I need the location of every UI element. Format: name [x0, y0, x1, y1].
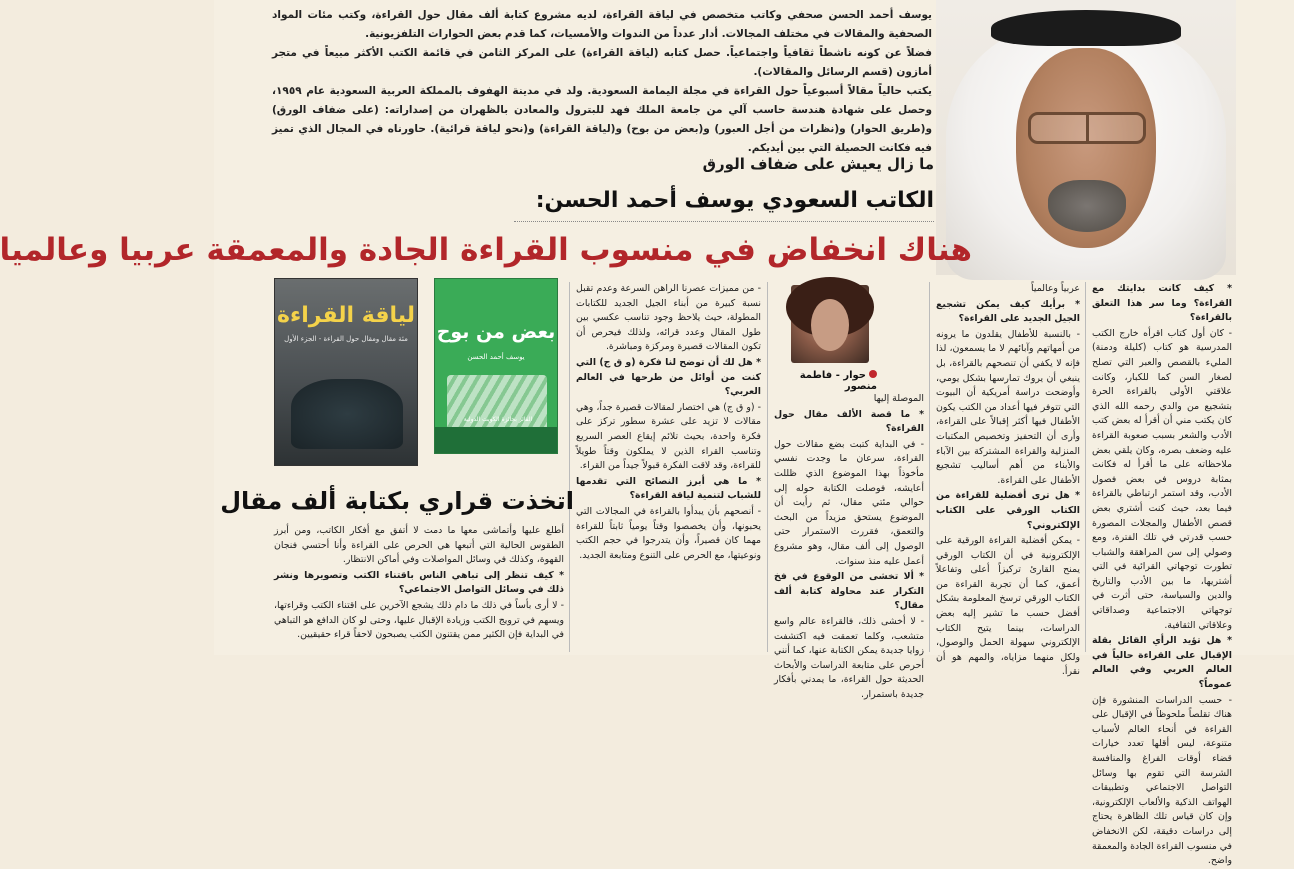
eyeglasses	[1028, 112, 1146, 144]
question: * ألا تخشى من الوقوع في فخ التكرار عند محاولة كتابة ألف مقال؟	[774, 571, 924, 612]
answer: - (و ق ج) هي اختصار لمقالات قصيرة جداً، وهي مقالات لا تزيد على عشرة سطور تركز على فكرة واحدة، بحيث تلائم إيقاع العصر السريع وتناسب القراء الذين لا يملكون وقتاً طويلاً للقراءة، وقد لاقت الفكرة قبولاً جيداً من القراء.	[576, 401, 761, 472]
interviewer-byline	[777, 370, 877, 392]
bio-paragraph-1: يوسف أحمد الحسن صحفي وكاتب متخصص في لياقة القراءة، لديه مشروع كتابة ألف مقال حول القراءة، وكتب مئات المواد الصحفية والمقالات في مختلف المجالات. أدار عدداً من الندوات والأمسيات، كما قدم بعض الحوارات التلفزيونية.	[272, 9, 932, 40]
answer: - من مميزات عصرنا الراهن السرعة وعدم تقبل نسبة كبيرة من أبناء الجيل الجديد للكتابات المطولة، حيث يلاحظ وجود تناسب عكسي بين طول المقال وعدد قرائه، ولذلك فيحرص أن تكون المقالات قصيرة ومركزة ومباشرة.	[576, 283, 761, 353]
agal-band	[991, 10, 1181, 46]
column-divider	[929, 282, 930, 652]
book-title: بعض من بوح	[436, 321, 556, 343]
book-subtitle: مئة مقال ومقال حول القراءة - الجزء الأول	[284, 335, 408, 343]
book-bottom-band	[435, 427, 557, 453]
column-divider	[1085, 282, 1086, 652]
section-headline: اتخذت قراري بكتابة ألف مقال	[220, 487, 574, 515]
author-bio	[272, 6, 932, 156]
answer: - لا أرى بأساً في ذلك ما دام ذلك يشجع الآخرين على اقتناء الكتب وقراءتها، ويسهم في ترويج الكتب وزيادة الإقبال عليها، وحتى لو كان الدافع هو التباهي في البداية فإن الكثير ممن يقتنون الكتب يصبحون لاحقاً قراء حقيقيين.	[274, 599, 564, 641]
answer: - كان أول كتاب اقرأه خارج الكتب المدرسية هو كتاب (كليلة ودمنة) المليء بالقصص والعبر التي تصلح لصغار السن كما للكبار، وكانت علاقتي الأولى بالقراءة الحرة بتشجيع من والدي رحمه الله الذي كان يكتب مني أن أقرأ له بعض كتب الأدب والشعر بسبب صعوبة القراءة عليه وضعف بصره، وكان يلقي بعض ملاحظاته على ما أقرأ له فكانت بمثابة دروس في بعض فصول الأدب، وقد استمر ارتباطي بالقراءة فيما بعد، حيث كنت أشتري بعض قصص الأطفال والمجلات المصورة حسب قدرتي في تلك الفترة، ومع وصولي إلى سن المراهقة والشباب تطورت توجهاتي القرائية في التي أشتريها، ما بين الأدب والتاريخ والدين والسياسة، حتى أثرت في توجهاتي الاجتماعية وصداقاتي وعلاقاتي الثقافية.	[1092, 327, 1232, 631]
book-cover-reading-fitness	[274, 278, 418, 466]
question: * ما هي أبرز النصائح التي تقدمها للشباب لتنمية لياقة القراءة؟	[576, 475, 761, 502]
book-cover-some-confession	[434, 278, 558, 454]
question: * ما قصة الألف مقال حول القراءة؟	[774, 408, 924, 435]
interviewer-face	[811, 299, 849, 351]
question: * كيف كانت بدايتك مع القراءة؟ وما سر هذا التعلق بالقراءة؟	[1092, 283, 1232, 324]
article-column-4	[576, 282, 761, 652]
answer: - أنصحهم بأن يبدأوا بالقراءة في المجالات التي يحبونها، وأن يخصصوا وقتاً يومياً ثابتاً للقراءة مهما كان قصيراً، وأن يتدرجوا في حجم الكتب ونوعيتها، مع الحرص على التنوع ومتابعة الجديد.	[576, 505, 761, 561]
book-illustration	[291, 379, 403, 449]
interviewer-photo	[791, 285, 869, 363]
book-title: لياقة القراءة	[276, 303, 415, 328]
answer: - بالنسبة للأطفال يقلدون ما يرونه من أمهاتهم وآبائهم لا ما يسمعون، لذا فإنه لا يكفي أن تنصحهم بالقراءة، بل ينبغي أن يروك تمارسها بشكل يومي، وأوضحت دراسة أمريكية أن البيوت التي تتوفر فيها أعداد من الكتب يكون الأطفال فيها أكثر إقبالاً على القراءة، وأرى أن التحفيز وتخصيص المكتبات المنزلية والقراءة المشتركة بين الآباء والأبناء من أهم أساليب تشجيع الأطفال على القراءة.	[936, 328, 1080, 486]
column-divider	[569, 282, 570, 652]
continued-text: عربياً وعالمياً	[1031, 283, 1080, 294]
answer: - لا أخشى ذلك، فالقراءة عالم واسع متشعب، وكلما تعمقت فيه اكتشفت زوايا جديدة يمكن الكتابة عنها، كما أنني أحرص على متابعة الدراسات والأبحاث الحديثة حول القراءة، ما يمدني بأفكار جديدة باستمرار.	[774, 615, 924, 700]
answer: أطلع عليها وأتماشى معها ما دمت لا أتفق مع أفكار الكاتب، ومن أبرز الطقوس الحالية التي أتبعها هي الحرص على القراءة وأنا أحتسي فنجان القهوة، وكذلك في وسائل المواصلات وفي أماكن الانتظار.	[274, 525, 564, 566]
question: * برأيك كيف يمكن تشجيع الجيل الجديد على القراءة؟	[936, 298, 1080, 325]
byline-text: حوار - فاطمة منصور	[799, 370, 877, 392]
bio-paragraph-3: يكتب حالياً مقالاً أسبوعياً حول القراءة في مجلة اليمامة السعودية. ولد في مدينة الهفوف بالمملكة العربية السعودية عام ١٩٥٩، وحصل على شهادة هندسة حاسب آلي من جامعة الملك فهد للبترول والمعادن بالظهران من إصداراته: (على ضفاف الورق) و(طريق الحوار) و(نظرات من أجل العبور) و(بعض من بوح) و(لياقة القراءة) و(نحو لياقة قرائية). حاورناه في المجال الذي تميز فيه فكانت الحصيلة التي بين أيديكم.	[272, 85, 932, 154]
article-column-3	[774, 392, 924, 700]
author-portrait	[936, 0, 1236, 275]
red-dot-icon	[869, 370, 877, 378]
question: * هل لك أن توضح لنا فكرة (و ق ج) التي كنت من أوائل من طرحها في العالم العربي؟	[576, 356, 761, 398]
answer: - في البداية كتبت بضع مقالات حول القراءة، سرعان ما وجدت نفسي مأخوذاً بهذا الموضوع الذي ظللت أعايشه، فوصلت الكتابة حوله إلى حوالي مئتي مقال، ثم رأيت أن الموضوع يستحق مزيداً من البحث والتعمق، فقررت الاستمرار حتى الوصول إلى ألف مقال، وهو مشروع أعمل عليه منذ سنوات.	[774, 438, 924, 567]
article-column-2	[936, 282, 1080, 678]
question: * هل تؤيد الرأي القائل بقلة الإقبال على القراءة حالياً في العالم العربي وفي العالم عموماً؟	[1092, 635, 1232, 691]
column-divider	[767, 282, 768, 652]
question: * كيف تنظر إلى تباهي الناس باقتناء الكتب وتصويرها ونشر ذلك في وسائل التواصل الاجتماعي؟	[274, 569, 564, 596]
main-headline: هناك انخفاض في منسوب القراءة الجادة والمعمقة عربيا وعالميا	[0, 232, 972, 268]
article-column-5	[274, 524, 564, 652]
answer: - حسب الدراسات المنشورة فإن هناك تقلصاً ملحوظاً في الإقبال على القراءة في أنحاء العالم لأسباب متنوعة، ليس أقلها تعدد خيارات قضاء أوقات الفراغ والمنافسة الشرسة التي تقوم بها وسائل التواصل الاجتماعي وتطبيقات الهواتف الذكية والألعاب الإلكترونية، وإن كان قياس تلك الظاهرة يحتاج إلى دراسات دقيقة، لكن الانخفاض في منسوب القراءة الجادة والمعمقة واضح.	[1092, 694, 1232, 867]
continued-text: الموصلة إليها	[873, 393, 924, 404]
kicker-headline: ما زال يعيش على ضفاف الورق	[702, 155, 934, 173]
beard	[1048, 180, 1126, 232]
article-column-1	[1092, 282, 1232, 867]
question: * هل ترى أفضلية للقراءة من الكتاب الورقي على الكتاب الإلكتروني؟	[936, 490, 1080, 531]
book-award-tag: الفائز بجائزة الكويت الدولية	[463, 416, 533, 423]
answer: - يمكن أفضلية القراءة الورقية على الإلكترونية في أن الكتاب الورقي يمنح القارئ تركيزاً أعلى وتفاعلاً أعمق، كما أن تجربة القراءة من الكتاب الورقي ترسخ المعلومة بشكل أفضل حسب ما تشير إليه بعض الدراسات، بينما يتيح الكتاب الإلكتروني سهولة الحمل والوصول، ولكل منهما مزاياه، والمهم هو أن نقرأ.	[936, 535, 1080, 678]
book-pages-graphic	[447, 375, 547, 435]
subhead-headline: الكاتب السعودي يوسف أحمد الحسن:	[514, 188, 934, 222]
book-author: يوسف أحمد الحسن	[467, 353, 525, 361]
bio-paragraph-2: فضلاً عن كونه ناشطاً ثقافياً واجتماعياً. حصل كتابه (لياقة القراءة) على المركز الثامن في قائمة الكتب الأكثر مبيعاً في متجر أمازون (قسم الرسائل والمقالات).	[272, 47, 932, 78]
